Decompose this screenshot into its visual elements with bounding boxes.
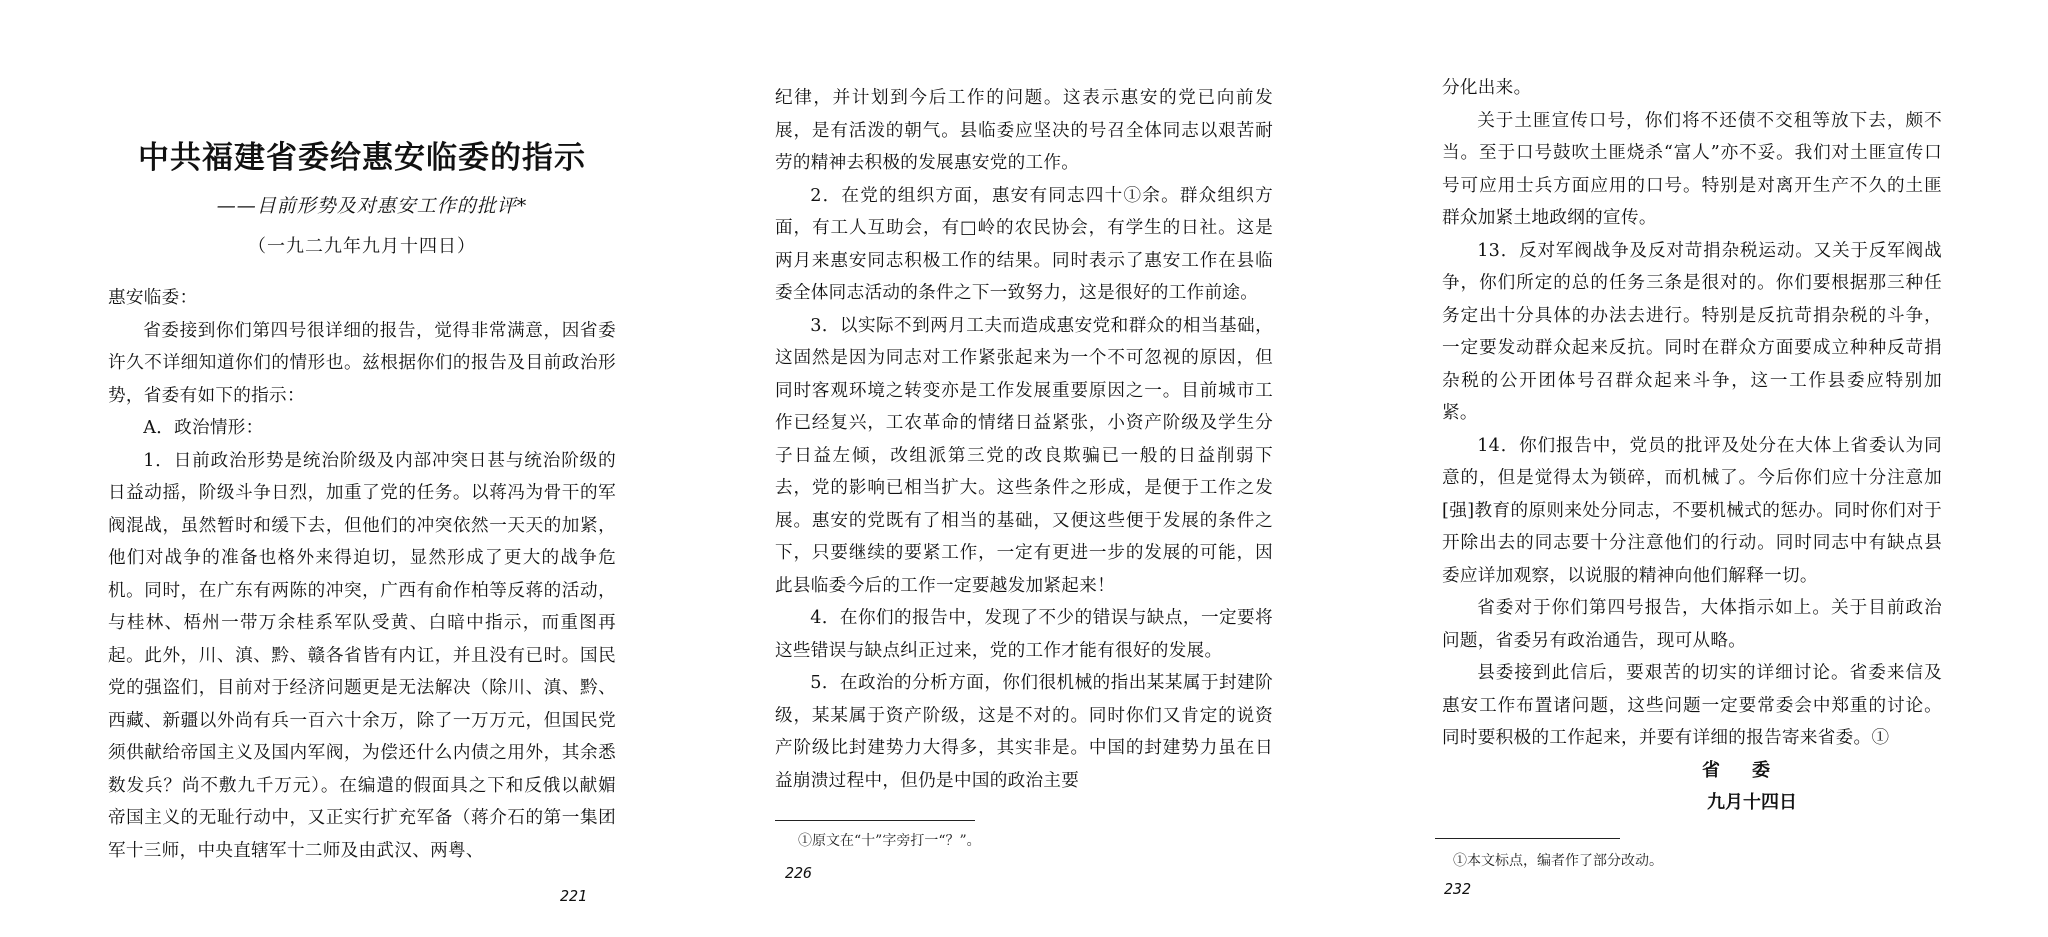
page-number: 232 (1444, 880, 1472, 898)
signoff-date: 九月十四日 (1707, 791, 1797, 813)
paragraph: 3．以实际不到两月工夫而造成惠安党和群众的相当基础，这固然是因为同志对工作紧张起来为一个不可忽视的原因，但同时客观环境之转变亦是工作发展重要原因之一。目前城市工作已经复兴，工农革命的情绪日益紧张，小资产阶级及学生分子日益左倾，改组派第三党的改良欺骗已一般的日益削弱下去，党的影响已相当扩大。这些条件之形成，是便于工作之发展。惠安的党既有了相当的基础，又便这些便于发展的条件之下，只要继续的要紧工作，一定有更进一步的发展的可能，因此县临委今后的工作一定要越发加紧起来！ (775, 315, 1273, 596)
signoff (1442, 755, 1942, 819)
document-date: （一九二九年九月十四日） (248, 236, 476, 257)
footnote-divider (1435, 838, 1620, 839)
paragraph: 分化出来。 (1442, 78, 1532, 98)
footnote: ①本文标点，编者作了部分改动。 (1453, 853, 1663, 869)
book-page-226 (700, 0, 1390, 937)
paragraph: 4．在你们的报告中，发现了不少的错误与缺点，一定要将这些错误与缺点纠正过来，党的工作才能有很好的发展。 (775, 608, 1273, 661)
salutation: 惠安临委： (108, 288, 198, 308)
footnote-divider (775, 820, 975, 821)
footnote: ①原文在“十”字旁打一“？”。 (798, 833, 981, 849)
book-page-221 (0, 0, 690, 937)
page-226-column (775, 82, 1273, 797)
book-page-232 (1395, 0, 2048, 937)
paragraph: 13．反对军阀战争及反对苛捐杂税运动。又关于反军阀战争，你们所定的总的任务三条是很对的。你们要根据那三种任务定出十分具体的办法去进行。特别是反抗苛捐杂税的斗争，一定要发动群众起来反抗。同时在群众方面要成立种种反苛捐杂税的公开团体号召群众起来斗争，这一工作县委应特别加紧。 (1442, 240, 1942, 423)
document-subtitle: ——目前形势及对惠安工作的批评* (216, 195, 528, 217)
paragraph: 5．在政治的分析方面，你们很机械的指出某某属于封建阶级，某某属于资产阶级，这是不对的。同时你们又肯定的说资产阶级比封建势力大得多，其实非是。中国的封建势力虽在日益崩溃过程中，但仍是中国的政治主要 (775, 673, 1273, 791)
paragraph: 1．日前政治形势是统治阶级及内部冲突日甚与统治阶级的日益动摇，阶级斗争日烈，加重了党的任务。以蒋冯为骨干的军阀混战，虽然暂时和缓下去，但他们的冲突依然一天天的加紧，他们对战争的准备也格外来得迫切，显然形成了更大的战争危机。同时，在广东有两陈的冲突，广西有俞作柏等反蒋的活动，与桂林、梧州一带万余桂系军队受黄、白暗中指示，而重图再起。此外，川、滇、黔、赣各省皆有内讧，并且没有已时。国民党的强盗们，目前对于经济问题更是无法解决（除川、滇、黔、西藏、新疆以外尚有兵一百六十余万，除了一万万元，但国民党须供献给帝国主义及国内军阀，为偿还什么内债之用外，其余悉数发兵？尚不敷九千万元）。在编遣的假面具之下和反俄以献媚帝国主义的无耻行动中，又正实行扩充军备（蒋介石的第一集团军十三师，中央直辖军十二师及由武汉、两粤、 (108, 450, 616, 861)
page-221-body (108, 282, 616, 867)
page-221-column (108, 120, 616, 867)
page-226-body (775, 82, 1273, 797)
paragraph: 省委对于你们第四号报告，大体指示如上。关于目前政治问题，省委另有政治通告，现可从略。 (1442, 598, 1942, 651)
paragraph: 关于土匪宣传口号，你们将不还债不交租等放下去，颇不当。至于口号鼓吹土匪烧杀“富人”亦不妥。我们对土匪宣传口号可应用士兵方面应用的口号。特别是对离开生产不久的土匪群众加紧土地政纲的宣传。 (1442, 110, 1942, 228)
paragraph: 纪律，并计划到今后工作的问题。这表示惠安的党已向前发展，是有活泼的朝气。县临委应坚决的号召全体同志以艰苦耐劳的精神去积极的发展惠安党的工作。 (775, 88, 1273, 173)
section-heading: A．政治情形： (143, 418, 264, 438)
page-232-body (1442, 72, 1942, 755)
paragraph: 2．在党的组织方面，惠安有同志四十①余。群众组织方面，有工人互助会，有□岭的农民协会，有学生的日社。这是两月来惠安同志积极工作的结果。同时表示了惠安工作在县临委全体同志活动的条件之下一致努力，这是很好的工作前途。 (775, 185, 1273, 303)
page-232-column (1442, 72, 1942, 819)
paragraph: 14．你们报告中，党员的批评及处分在大体上省委认为同意的，但是觉得太为锁碎，而机械了。今后你们应十分注意加[强]教育的原则来处分同志，不要机械式的惩办。同时你们对于开除出去的同志要十分注意他们的行动。同时同志中有缺点县委应详加观察，以说服的精神向他们解释一切。 (1442, 435, 1942, 586)
page-number: 221 (560, 887, 588, 905)
page-number: 226 (785, 864, 813, 882)
paragraph: 省委接到你们第四号很详细的报告，觉得非常满意，因省委许久不详细知道你们的情形也。兹根据你们的报告及目前政治形势，省委有如下的指示： (108, 320, 616, 406)
signoff-organization: 省委 (1702, 759, 1802, 781)
paragraph: 县委接到此信后，要艰苦的切实的详细讨论。省委来信及惠安工作布置诸问题，这些问题一定要常委会中郑重的讨论。同时要积极的工作起来，并要有详细的报告寄来省委。① (1442, 663, 1942, 748)
document-title: 中共福建省委给惠安临委的指示 (138, 140, 586, 176)
